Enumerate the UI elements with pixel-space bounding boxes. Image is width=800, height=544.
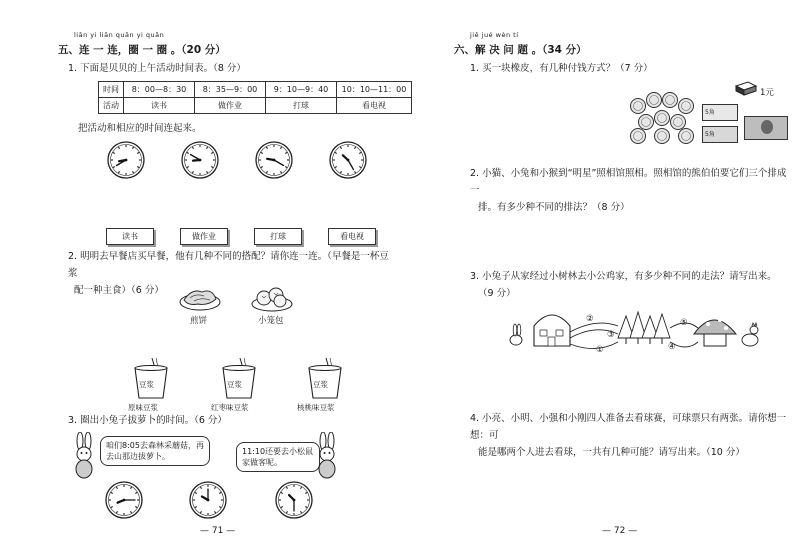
coin-1jiao-icon	[671, 115, 686, 130]
soy-milk-cup-2[interactable]	[218, 356, 260, 400]
clock-1[interactable]	[106, 140, 146, 180]
cup-flavor-walnut: 核桃味豆浆	[297, 403, 335, 412]
portrait-icon	[761, 120, 773, 134]
section-6-pinyin: jiě jué wèn tí	[470, 31, 519, 39]
r-question-3-line2: （9 分）	[478, 288, 516, 299]
table-cell: 时间	[99, 82, 124, 98]
question-2-line2: 配一种主食）（6 分）	[74, 285, 164, 296]
r-question-4-text	[470, 410, 790, 461]
answer-clock-2[interactable]	[188, 480, 228, 520]
clock-center	[347, 159, 350, 162]
path-map	[506, 304, 766, 364]
speech-bubble-left: 咱们8:05去森林采蘑菇，再去山那边拔萝卜。	[100, 436, 210, 466]
coin-1jiao-icon	[655, 111, 670, 126]
rabbit-illustration-right	[310, 432, 346, 480]
rabbit-house-icon	[534, 315, 570, 346]
cup-label: 豆浆	[313, 380, 328, 389]
coin-1jiao-icon	[655, 129, 670, 144]
pancake-image[interactable]	[178, 284, 222, 314]
question-1-text: 1. 下面是贝贝的上午活动时间表。（8 分）	[68, 63, 246, 74]
food-label-buns: 小笼包	[258, 316, 284, 326]
rooster-icon	[742, 323, 758, 346]
cup-flavor-jujube: 红枣味豆浆	[211, 403, 249, 412]
page-number-right: — 72 —	[602, 526, 638, 536]
clock-2[interactable]	[180, 140, 220, 180]
coin-1jiao-icon	[679, 99, 694, 114]
activity-card-tv[interactable]: 看电视	[328, 228, 376, 245]
forest-icon	[618, 312, 670, 344]
coin-1jiao-icon	[647, 93, 662, 108]
soy-milk-cup-1[interactable]	[130, 356, 172, 400]
clock-center	[207, 499, 210, 502]
clock-4[interactable]	[328, 140, 368, 180]
r-question-3-text	[470, 268, 790, 302]
banknote-label: 5角	[705, 109, 715, 116]
answer-clock-1[interactable]	[104, 480, 144, 520]
eraser-icon	[734, 80, 758, 96]
table-cell: 活动	[99, 98, 124, 114]
r-question-1-text: 1. 买一块橡皮，有几种付钱方式？（7 分）	[470, 63, 653, 74]
answer-clock-3[interactable]	[274, 480, 314, 520]
coin-1jiao-icon	[663, 93, 678, 108]
banknote-5jiao-2[interactable]	[702, 126, 738, 143]
clock-3[interactable]	[254, 140, 294, 180]
table-cell: 打球	[266, 98, 337, 114]
rabbit-icon	[510, 324, 522, 345]
clock-center	[125, 159, 128, 162]
banknote-label: 5角	[705, 131, 715, 138]
table-cell: 10：10—11：00	[337, 82, 412, 98]
banknote-1yuan[interactable]	[744, 116, 788, 140]
clock-center	[293, 499, 296, 502]
table-cell: 8：35—9：00	[195, 82, 266, 98]
section-5-pinyin: liān yi liān quān yi quān	[74, 31, 165, 39]
table-cell: 9：10—9：40	[266, 82, 337, 98]
coin-1jiao-icon	[639, 115, 654, 130]
coin-1jiao-icon	[631, 99, 646, 114]
coins-group[interactable]	[628, 92, 700, 148]
question-1-instruction: 把活动和相应的时间连起来。	[78, 123, 202, 134]
food-label-pancake: 煎饼	[190, 316, 208, 326]
question-3-text: 3. 圈出小兔子拔萝卜的时间。（6 分）	[68, 415, 227, 426]
coin-1jiao-icon	[631, 129, 646, 144]
r-question-2-line1: 2. 小猫、小兔和小猴到“明星”照相馆照相。照相馆的熊伯伯要它们三个排成一	[470, 168, 787, 196]
rooster-house-icon	[694, 318, 736, 346]
rabbit-illustration-left	[68, 432, 100, 480]
cup-flavor-original: 原味豆浆	[128, 403, 158, 412]
table-cell: 做作业	[195, 98, 266, 114]
r-question-4-line1: 4. 小亮、小明、小强和小刚四人准备去看球赛，可球票只有两张。请你想一想：可	[470, 413, 787, 441]
activity-card-homework[interactable]: 做作业	[180, 228, 228, 245]
cup-label: 豆浆	[139, 380, 154, 389]
path-label-4: ④	[668, 342, 676, 352]
question-2-text	[68, 248, 398, 299]
page-number-left: — 71 —	[200, 526, 236, 536]
table-cell: 看电视	[337, 98, 412, 114]
coin-1jiao-icon	[679, 129, 694, 144]
soy-milk-cup-3[interactable]	[304, 356, 346, 400]
question-2-line1: 2. 明明去早餐店买早餐，他有几种不同的搭配？请你连一连。（早餐是一杯豆浆	[68, 251, 389, 279]
path-label-2: ②	[586, 314, 594, 324]
path-label-5: ⑤	[680, 318, 688, 328]
speech-bubble-right: 11:10还要去小松鼠家做客呢。	[236, 442, 320, 472]
activity-card-ball[interactable]: 打球	[254, 228, 302, 245]
r-question-2-text	[470, 165, 790, 216]
eraser-price: 1元	[760, 88, 774, 98]
clock-center	[199, 159, 202, 162]
table-cell: 8：00—8：30	[124, 82, 195, 98]
clock-center	[273, 159, 276, 162]
table-cell: 读书	[124, 98, 195, 114]
banknote-5jiao-1[interactable]	[702, 104, 738, 121]
section-6-title: 六、解 决 问 题 。（34 分）	[454, 44, 587, 56]
r-question-3-line1: 3. 小兔子从家经过小树林去小公鸡家，有多少种不同的走法？请写出来。	[470, 271, 777, 282]
activity-card-reading[interactable]: 读书	[106, 228, 154, 245]
path-label-1: ①	[596, 345, 604, 355]
buns-image[interactable]	[250, 284, 294, 314]
schedule-table	[98, 81, 412, 114]
r-question-4-line2: 能是哪两个人进去看球，一共有几种可能？请写出来。（10 分）	[478, 447, 745, 458]
schedule-header-row	[99, 82, 412, 98]
schedule-activity-row	[99, 98, 412, 114]
r-question-2-line2: 排。有多少种不同的排法？（8 分）	[478, 202, 630, 213]
section-5-title: 五、连 一 连，圈 一 圈 。（20 分）	[58, 44, 226, 56]
cup-label: 豆浆	[227, 380, 242, 389]
clock-center	[123, 499, 126, 502]
path-label-3: ③	[607, 330, 615, 340]
